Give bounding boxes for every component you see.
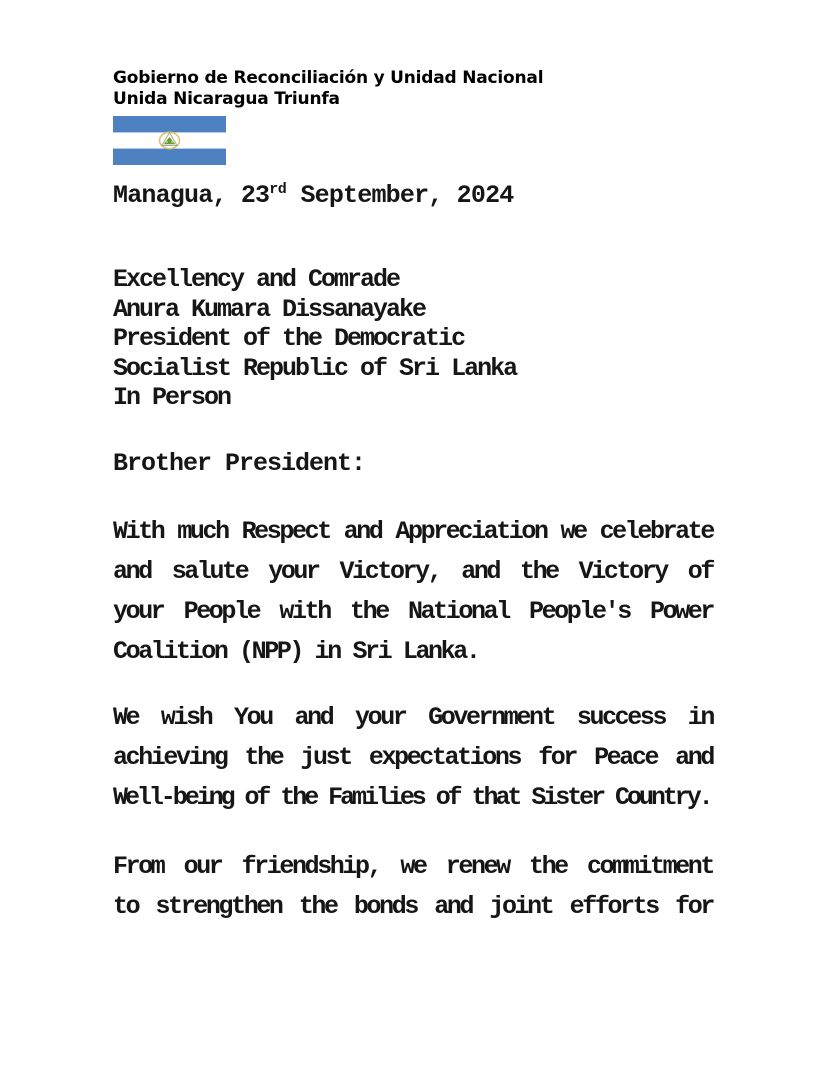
body-line: Coalition (NPP) in Sri Lanka. [113,636,479,666]
paragraph-3 [113,847,713,927]
recipient-line-honorific: Excellency and Comrade [113,265,400,294]
letter-content [113,68,713,927]
recipient-block [113,265,713,413]
body-line: achieving the just expectations for Peace and [113,742,713,772]
recipient-line-name: Anura Kumara Dissanayake [113,294,426,324]
body-line: your People with the National People's Power [113,596,713,626]
letterhead-line-2: Unida Nicaragua Triunfa [113,89,340,109]
body-line: From our friendship, we renew the commitment [113,851,713,881]
date-suffix: September, 2024 [286,181,514,210]
flag-emblem-sun-dot [166,141,168,143]
body-line: We wish You and your Government success in [113,702,713,732]
recipient-line-title-1: President of the Democratic [113,324,465,353]
body-line: Well-being of the Families of that Sister Country. [113,782,711,812]
body-line: and salute your Victory, and the Victory of [113,556,713,586]
recipient-line-delivery: In Person [113,383,231,412]
salutation: Brother President: [113,448,366,478]
letterhead [113,68,713,110]
date-ordinal-superscript: rd [269,181,287,198]
body-line: to strengthen the bonds and joint efforts for [113,891,713,921]
date-line [113,181,713,214]
body-line: With much Respect and Appreciation we celebrate [113,516,713,546]
date-prefix: Managua, 23 [113,181,270,210]
paragraph-1 [113,512,713,672]
paragraph-2 [113,698,713,818]
nicaragua-flag-icon [113,116,226,165]
flag-top-blue-stripe [113,116,226,132]
recipient-line-title-2: Socialist Republic of Sri Lanka [113,353,517,383]
letterhead-line-1: Gobierno de Reconciliación y Unidad Nacional [113,68,544,88]
flag-emblem-sun-dot-2 [171,141,173,143]
flag-bottom-blue-stripe [113,149,226,165]
